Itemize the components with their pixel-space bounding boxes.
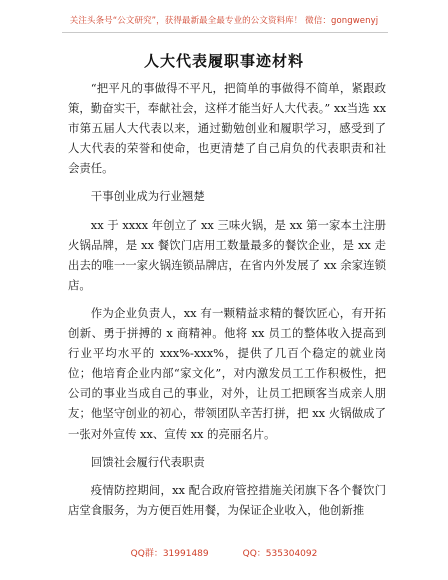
header-divider [62,32,388,33]
body-paragraph: 疫情防控期间，xx 配合政府管控措施关闭旗下各个餐饮门店堂食服务，为方便百姓用餐，为保证企业收入，他创新推 [68,482,386,517]
header-banner: 关注头条号“公文研究”，获得最新最全最专业的公文资料库！ 微信：gongwenyj [69,16,379,26]
document-body [68,78,386,528]
footer-contact [0,546,448,559]
document-title: 人大代表履职事迹材料 [143,52,304,70]
section-heading: 回馈社会履行代表职责 [90,454,205,469]
section-heading: 干事创业成为行业翘楚 [90,189,205,204]
footer-qq-group: QQ群：31991489 [130,549,209,559]
body-paragraph: “把平凡的事做得不平凡，把简单的事做得不简单，紧跟政策，勤奋实干，奉献社会，这样才能当好人大代表。” xx当选 xx 市第五届人大代表以来，通过勤勉创业和履职学习，感受到了人大代表的荣誉和使命，也更清楚了自己肩负的代表职责和社会责任。 [68,81,386,176]
body-paragraph: xx 于 xxxx 年创立了 xx 三味火锅，是 xx 第一家本土注册火锅品牌，是 xx 餐饮门店用工数量最多的餐饮企业，是 xx 走出去的唯一一家火锅连锁品牌店，在省内外发展了 xx 余家连锁店。 [68,217,386,292]
body-paragraph: 作为企业负责人，xx 有一颗精益求精的餐饮匠心，有开拓创新、勇于拼搏的 x 商精神。他将 xx 员工的整体收入提高到行业平均水平的 xxx%-xxx%，提供了几百个稳定的就业岗位；他培育企业内部“家文化”，对内激发员工工作积极性，把公司的事业当成自己的事业，对外，让员工把顾客当成亲人朋友；他坚守创业的初心，带领团队辛苦打拼，把 xx 火锅做成了一张对外宣传 xx、宣传 xx 的亮丽名片。 [68,305,386,441]
footer-qq: QQ：535304092 [242,549,318,559]
